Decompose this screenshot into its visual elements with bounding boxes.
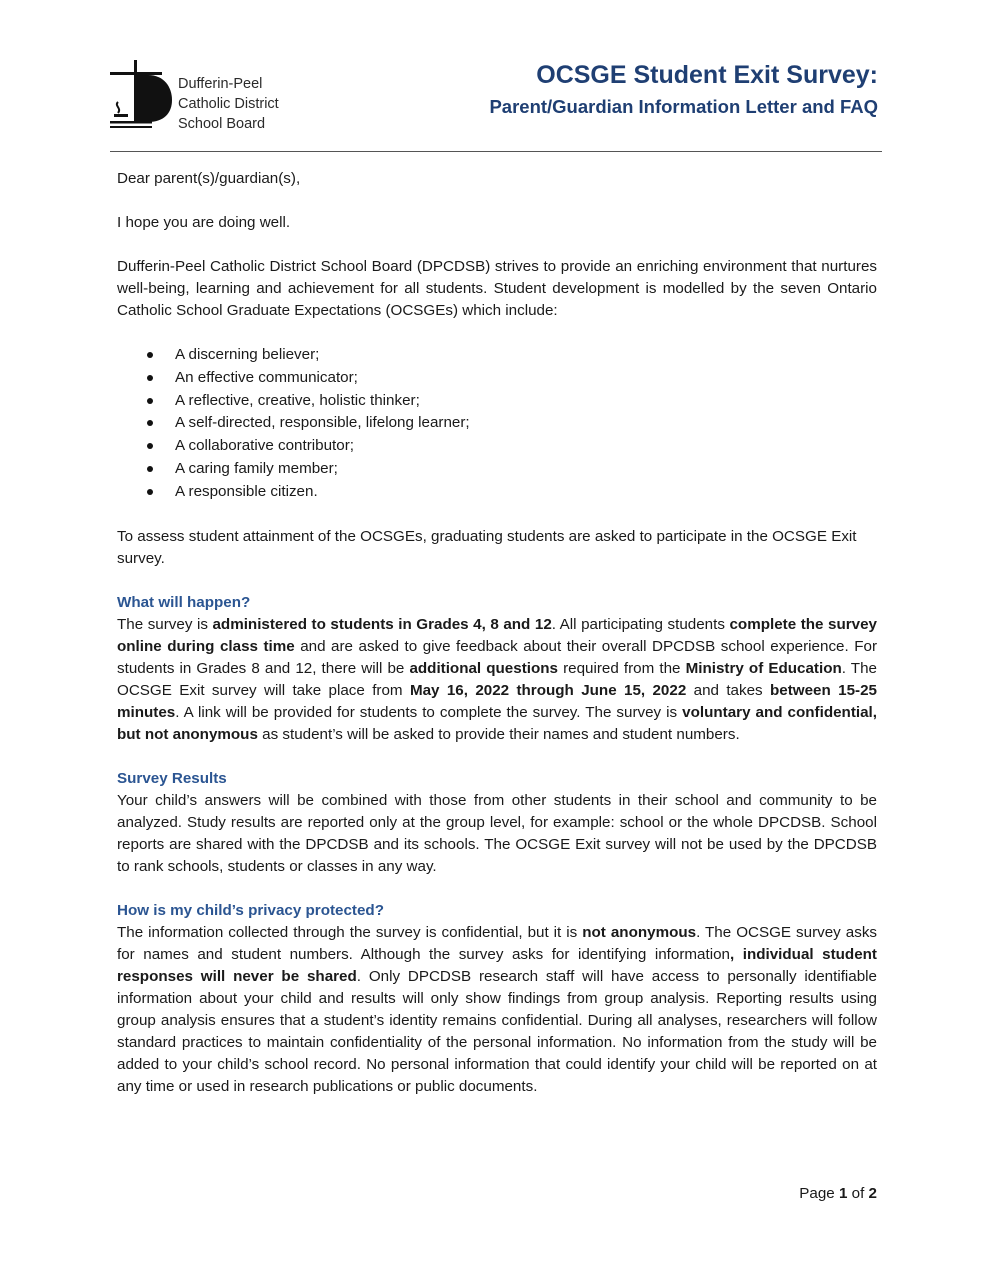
list-item: An effective communicator; [117, 367, 877, 390]
list-item: A caring family member; [117, 458, 877, 481]
logo-cross-icon [106, 58, 176, 132]
page-title: OCSGE Student Exit Survey: [536, 61, 878, 89]
page-subtitle: Parent/Guardian Information Letter and FAQ [489, 96, 878, 117]
page-number: Page 1 of 2 [799, 1185, 877, 1202]
list-item: A responsible citizen. [117, 481, 877, 504]
letter-body [117, 168, 877, 1120]
what-paragraph: The survey is administered to students in Grades 4, 8 and 12. All participating students complete the survey online during class time and are asked to give feedback about their overall DPCDSB school experience. For students in Grades 8 and 12, there will be additional questions required from the Ministry of Education. The OCSGE Exit survey will take place from May 16, 2022 through June 15, 2022 and takes between 15-25 minutes. A link will be provided for students to complete the survey. The survey is voluntary and confidential, but not anonymous as student’s will be asked to provide their names and student numbers. [117, 615, 877, 743]
list-item: A self-directed, responsible, lifelong learner; [117, 412, 877, 435]
expectations-list [117, 344, 877, 504]
logo-wordmark: Dufferin-Peel Catholic District School Board [178, 76, 279, 132]
greeting: Dear parent(s)/guardian(s), [117, 170, 301, 187]
results-paragraph: Your child’s answers will be combined with those from other students in their school and community to be analyzed. Study results are reported only at the group level, for example: school or the whole DPCDSB. School reports are shared with the DPCDSB and its schools. The OCSGE Exit survey will not be used by the DPCDSB to rank schools, students or classes in any way. [117, 791, 877, 875]
list-item: A reflective, creative, holistic thinker; [117, 390, 877, 413]
section-heading-privacy: How is my child’s privacy protected? [117, 901, 384, 919]
header-divider [110, 151, 882, 152]
privacy-paragraph: The information collected through the survey is confidential, but it is not anonymous. The OCSGE survey asks for names and student numbers. Although the survey asks for identifying information, individual student responses will never be shared. Only DPCDSB research staff will have access to personally identifiable information about your child and results will only show findings from group analysis. Reporting results using group analysis ensures that a student’s identity remains confidential. During all analyses, researchers will follow standard practices to maintain confidentiality of the personal information. No information from the study will be added to your child’s school record. No personal information that could identify your child will be reported on at any time or used in research publications or public documents. [117, 923, 878, 1095]
opening-line: I hope you are doing well. [117, 214, 291, 231]
section-heading-results: Survey Results [117, 769, 227, 787]
intro-paragraph: Dufferin-Peel Catholic District School Board (DPCDSB) strives to provide an enriching environment that nurtures well-being, learning and achievement for all students. Student development is modelled by the seven Ontario Catholic School Graduate Expectations (OCSGEs) which include: [117, 258, 877, 319]
board-logo [106, 58, 296, 136]
section-heading-what: What will happen? [117, 593, 251, 611]
list-item: A discerning believer; [117, 344, 877, 367]
assess-paragraph: To assess student attainment of the OCSGEs, graduating students are asked to participate in the OCSGE Exit survey. [117, 527, 857, 567]
list-item: A collaborative contributor; [117, 435, 877, 458]
